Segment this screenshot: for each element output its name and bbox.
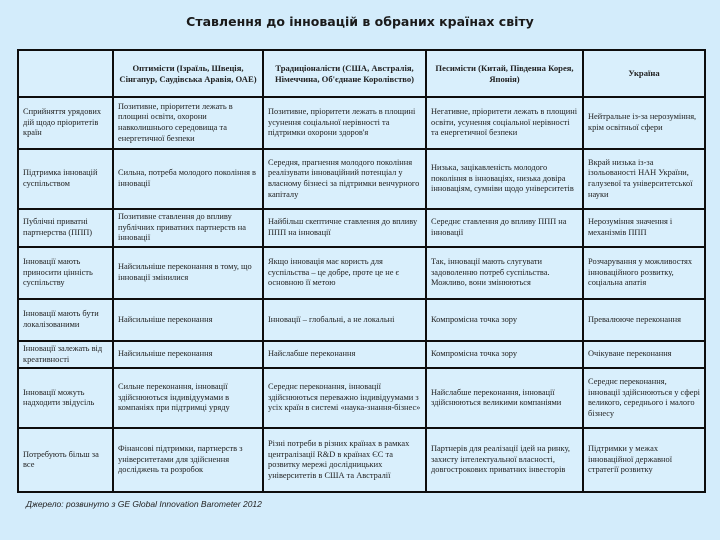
cell-pessimists: Середнє ставлення до впливу ППП на інновації xyxy=(426,209,583,247)
cell-pessimists: Найслабше переконання, інновації здійснюються великими компаніями xyxy=(426,368,583,428)
cell-ukraine: Розчарування у можливостях інноваційного розвитку, соціальна апатія xyxy=(583,247,705,299)
cell-traditionalists: Інновації – глобальні, а не локальні xyxy=(263,299,426,341)
source-note: Джерело: розвинуто з GE Global Innovation Barometer 2012 xyxy=(26,499,262,509)
cell-optimists: Сильна, потреба молодого покоління в інновації xyxy=(113,149,263,209)
row-label: Потребують більш за все xyxy=(18,428,113,492)
header-empty xyxy=(18,50,113,97)
table-row xyxy=(18,299,705,341)
table-header-row xyxy=(18,50,705,97)
table-row xyxy=(18,428,705,492)
cell-traditionalists: Середня, прагнення молодого покоління реалізувати інноваційний потенціал у власному бізнесі за підтримки венчурного капіталу xyxy=(263,149,426,209)
cell-optimists: Сильне переконання, інновації здійснюються індивідуумами в компаніях при підтримці уряду xyxy=(113,368,263,428)
cell-optimists: Найсильніше переконання в тому, що інновації змінилися xyxy=(113,247,263,299)
cell-pessimists: Низька, зацікавленість молодого покоління в інноваціях, низька довіра інноваціям, сумніви щодо університетів xyxy=(426,149,583,209)
row-label: Інновації мають бути локалізованими xyxy=(18,299,113,341)
cell-traditionalists: Якщо інновація має користь для суспільства – це добре, проте це не є основною її метою xyxy=(263,247,426,299)
header-traditionalists: Традиціоналісти (США, Австралія, Німеччина, Об'єднане Королівство) xyxy=(263,50,426,97)
cell-optimists: Позитивне, пріоритети лежать в площині освіти, охорони навколишнього середовища та енергетичної безпеки xyxy=(113,97,263,149)
cell-traditionalists: Середнє переконання, інновації здійснюються переважно індивідуумами з усіх країн в системі «наука-знання-бізнес» xyxy=(263,368,426,428)
page-title: Ставлення до інновацій в обраних країнах світу xyxy=(186,14,534,29)
header-pessimists: Песимісти (Китай, Південна Корея, Японія) xyxy=(426,50,583,97)
cell-pessimists: Компромісна точка зору xyxy=(426,299,583,341)
cell-optimists: Позитивне ставлення до впливу публічних приватних партнерств на інновації xyxy=(113,209,263,247)
cell-ukraine: Превалююче переконання xyxy=(583,299,705,341)
table-row xyxy=(18,368,705,428)
table-row xyxy=(18,97,705,149)
cell-pessimists: Негативне, пріоритети лежать в площині освіти, усунення соціальної нерівності та енергетичної безпеки xyxy=(426,97,583,149)
row-label: Підтримка інновацій суспільством xyxy=(18,149,113,209)
cell-pessimists: Партнерів для реалізації ідей на ринку, захисту інтелектуальної власності, довгострокових приватних інвесторів xyxy=(426,428,583,492)
cell-ukraine: Вкрай низька із-за ізольованості НАН України, галузевої та університетської науки xyxy=(583,149,705,209)
row-label: Публічні приватні партнерства (ППП) xyxy=(18,209,113,247)
table-row xyxy=(18,209,705,247)
row-label: Інновації можуть надходити звідусіль xyxy=(18,368,113,428)
table-row xyxy=(18,247,705,299)
row-label: Інновації мають приносити цінність суспільству xyxy=(18,247,113,299)
cell-pessimists: Компромісна точка зору xyxy=(426,341,583,368)
cell-ukraine: Нерозуміння значення і механізмів ППП xyxy=(583,209,705,247)
cell-ukraine: Підтримки у межах інноваційної державної стратегії розвитку xyxy=(583,428,705,492)
cell-traditionalists: Різні потреби в різних країнах в рамках централізації R&D в країнах ЄС та розвитку мережі дослідницьких університетів в США та Австралії xyxy=(263,428,426,492)
row-label: Інновації залежать від креативності xyxy=(18,341,113,368)
cell-traditionalists: Найбільш скептичне ставлення до впливу ППП на інновації xyxy=(263,209,426,247)
row-label: Сприйняття урядових дій щодо пріоритетів країн xyxy=(18,97,113,149)
cell-optimists: Найсильніше переконання xyxy=(113,299,263,341)
innovation-attitudes-table xyxy=(17,49,706,493)
cell-ukraine: Очікуване переконання xyxy=(583,341,705,368)
header-optimists: Оптимісти (Ізраїль, Швеція, Сінгапур, Саудівська Аравія, ОАЕ) xyxy=(113,50,263,97)
cell-traditionalists: Найслабше переконання xyxy=(263,341,426,368)
cell-ukraine: Нейтральне із-за нерозуміння, крім освітньої сфери xyxy=(583,97,705,149)
cell-ukraine: Середнє переконання, інновації здійснюються у сфері великого, середнього і малого бізнесу xyxy=(583,368,705,428)
table-row xyxy=(18,149,705,209)
header-ukraine: Україна xyxy=(583,50,705,97)
cell-traditionalists: Позитивне, пріоритети лежать в площині усунення соціальної нерівності та підтримки охорони здоров'я xyxy=(263,97,426,149)
cell-pessimists: Так, інновації мають слугувати задоволенню потреб суспільства. Можливо, вони змінюються xyxy=(426,247,583,299)
cell-optimists: Найсильніше переконання xyxy=(113,341,263,368)
cell-optimists: Фінансові підтримки, партнерств з університетами для здійснення досліджень та розробок xyxy=(113,428,263,492)
table-row xyxy=(18,341,705,368)
